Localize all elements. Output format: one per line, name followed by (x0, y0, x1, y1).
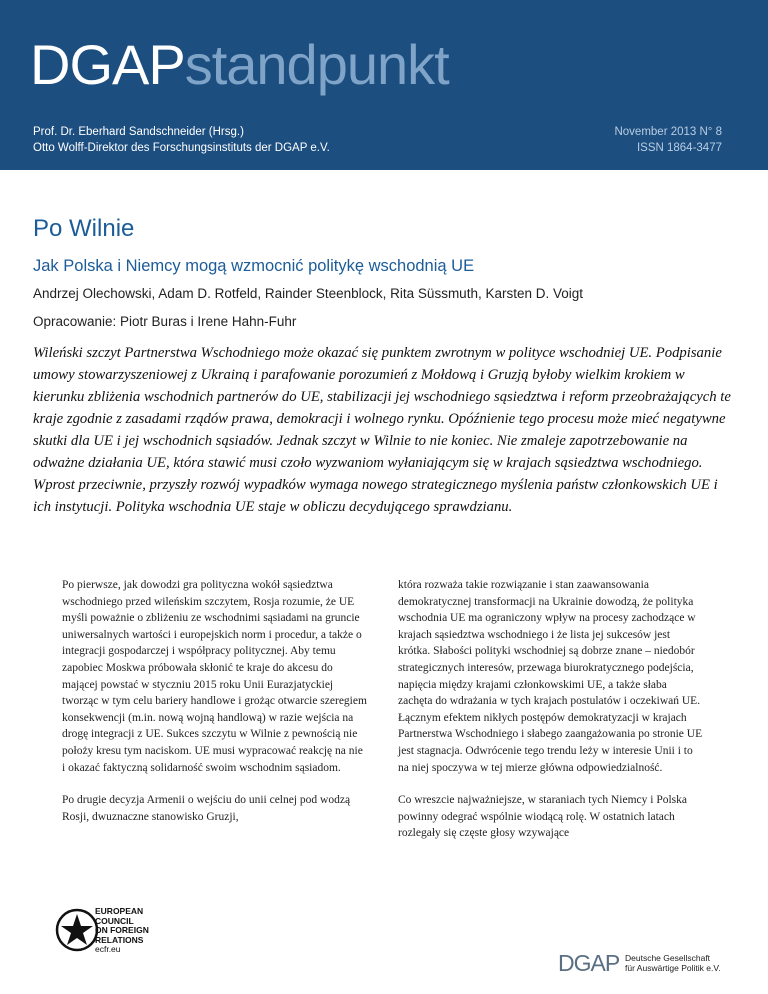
lead-paragraph: Wileński szczyt Partnerstwa Wschodniego może okazać się punktem zwrotnym w polityce wschodniej UE. Podpisanie umowy stowarzyszeniowej z Ukrainą i parafowanie porozumień z Mołdową i Gruzją byłoby wielkim krokiem w kierunku zbliżenia wschodnich partnerów do UE, stabilizacji jej wschodniego sąsiedztwa i reform przeobrażających te kraje zgodnie z zasadami rządów prawa, demokracji i wolnego rynku. Opóźnienie tego procesu może mieć negatywne skutki dla UE i jej wschodnich sąsiadów. Jednak szczyt w Wilnie to nie koniec. Nie zmaleje zapotrzebowanie na odważne działania UE, która stawić musi czoło wyzwaniom wyłaniającym się w krajach sąsiedztwa wschodniego. Wprost przeciwnie, przyszły rozwój wypadków wymaga nowego strategicznego myślenia państw członkowskich UE i ich instytucji. Polityka wschodnia UE staje w obliczu decydującego sprawdzianu. (33, 345, 731, 515)
publication-brand (30, 35, 449, 95)
ecfr-logo (55, 900, 215, 990)
body-paragraph: Po pierwsze, jak dowodzi gra polityczna wokół sąsiedztwa wschodniego przed wileńskim szczytem, Rosja rozumie, że UE myśli poważnie o zbliżeniu ze wschodnimi sąsiadami na gruncie uniwersalnych wartości i europejskich norm i procedur, a także o integracji gospodarczej i współpracy politycznej. Aby temu zapobiec Moskwa próbowała skłonić te kraje do akcesu do mającej powstać w styczniu 2015 roku Unii Eurazjatyckiej tworząc w tym celu bariery handlowe i grożąc otwarcie szeregiem konsekwencji (m.in. nową wojną handlową) w razie wejścia na drogę integracji z UE. Sukces szczytu w Wilnie z pewnością nie położy kresu tym naciskom. UE musi wypracować reakcję na nie i okazać faktyczną solidarność swoim wschodnim sąsiadom. (62, 579, 367, 774)
dgap-logo (558, 948, 758, 978)
article-title: Po Wilnie (33, 215, 135, 242)
ecfr-line: EUROPEAN (95, 906, 144, 916)
issue-info (614, 124, 722, 156)
article-subtitle: Jak Polska i Niemcy mogą wzmocnić politykę wschodnią UE (33, 257, 475, 275)
prepared-by: Opracowanie: Piotr Buras i Irene Hahn-Fuhr (33, 314, 297, 329)
header-banner (0, 0, 768, 170)
issn: ISSN 1864-3477 (636, 142, 722, 154)
editor-name: Prof. Dr. Eberhard Sandschneider (Hrsg.) (33, 126, 244, 138)
editor-info (33, 124, 330, 156)
dgap-fullname (625, 953, 721, 973)
dgap-fullname-line: Deutsche Gesellschaft (625, 953, 711, 963)
ecfr-line: RELATIONS (95, 934, 144, 945)
issue-date: November 2013 N° 8 (614, 126, 722, 138)
ecfr-line: COUNCIL (95, 915, 134, 926)
brand-dgap: DGAP (30, 33, 185, 96)
authors: Andrzej Olechowski, Adam D. Rotfeld, Rainder Steenblock, Rita Süssmuth, Karsten D. Voigt (33, 286, 584, 301)
dgap-fullname-line: für Auswärtige Politik e.V. (625, 963, 721, 973)
ecfr-star-icon (55, 900, 99, 980)
ecfr-name (95, 907, 149, 955)
dgap-wordmark: DGAP (558, 950, 620, 976)
body-paragraph: która rozważa takie rozwiązanie i stan zaawansowania demokratycznej transformacji na Ukrainie dowodzą, że polityka wschodnia UE ma ograniczony wpływ na procesy zachodzące w krajach sąsiedztwa wschodniego i że lista jej sukcesów jest krótka. Słabości polityki wschodniej są dobrze znane – niedobór strategicznych interesów, przewaga biurokratycznego podejścia, napięcia między krajami członkowskimi UE, a także słaba zachęta do wdrażania w tych krajach postulatów i oczekiwań UE. Łącznym efektem nikłych postępów demokratyzacji w krajach Partnerstwa Wschodniego i słabego zaangażowania po stronie UE jest stagnacja. Odwrócenie tego trendu leży w interesie Unii i to na niej spoczywa w tej mierze główna odpowiedzialność. (398, 579, 703, 774)
body-column-left (62, 577, 368, 841)
body-column-right (398, 577, 704, 858)
ecfr-url: ecfr.eu (95, 944, 121, 954)
brand-standpunkt: standpunkt (184, 33, 449, 96)
body-paragraph: Co wreszcie najważniejsze, w staraniach tych Niemcy i Polska powinny odegrać wspólnie wiodącą rolę. W ostatnich latach rozlegały się częste głosy wzywające (398, 794, 687, 840)
ecfr-line: ON FOREIGN (95, 925, 149, 935)
body-paragraph: Po drugie decyzja Armenii o wejściu do unii celnej pod wodzą Rosji, dwuznaczne stanowisko Gruzji, (62, 794, 351, 823)
editor-role: Otto Wolff-Direktor des Forschungsinstituts der DGAP e.V. (33, 142, 330, 154)
